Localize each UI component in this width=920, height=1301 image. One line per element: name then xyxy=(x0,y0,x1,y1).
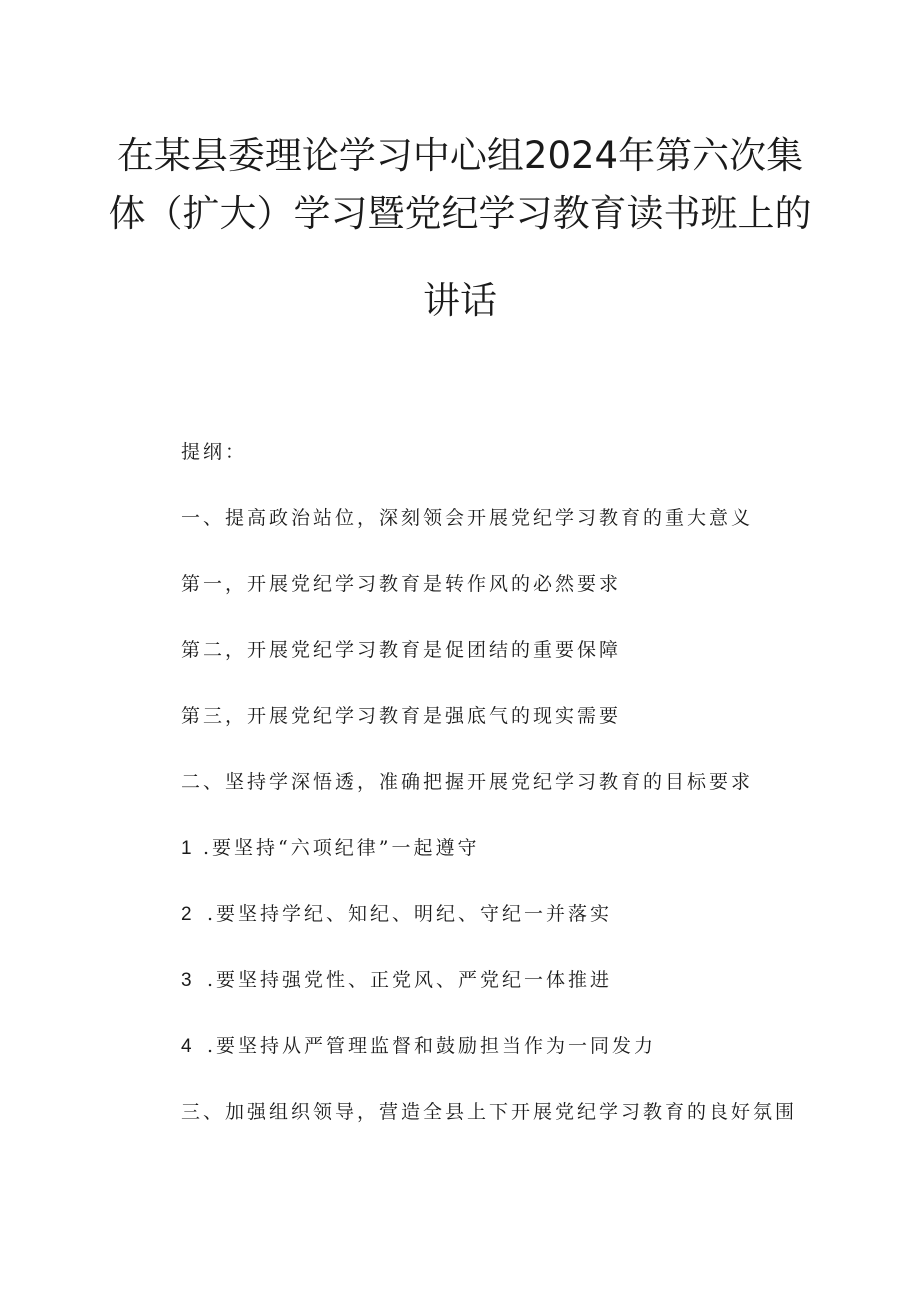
item-text: .要坚持学纪、知纪、明纪、守纪一并落实 xyxy=(207,903,613,925)
item-text: .要坚持“六项纪律”一起遵守 xyxy=(203,837,480,859)
title-line-3: 讲话 xyxy=(423,279,497,322)
item-text: .要坚持强党性、正党风、严党纪一体推进 xyxy=(207,969,613,991)
outline-item-2-2 xyxy=(181,902,612,927)
outline-item-2-4 xyxy=(181,1034,656,1059)
item-number: 4 xyxy=(181,1036,192,1057)
outline-item-2-1 xyxy=(181,836,479,861)
item-number: 2 xyxy=(181,904,192,925)
outline-label: 提纲： xyxy=(181,441,248,463)
section-heading-3: 三、加强组织领导，营造全县上下开展党纪学习教育的良好氛围 xyxy=(181,1101,798,1123)
section-heading-1: 一、提高政治站位，深刻领会开展党纪学习教育的重大意义 xyxy=(181,507,754,529)
title-line-2: 体（扩大）学习暨党纪学习教育读书班上的 xyxy=(108,192,812,235)
outline-item-1-3: 第三，开展党纪学习教育是强底气的现实需要 xyxy=(181,705,622,727)
item-text: .要坚持从严管理监督和鼓励担当作为一同发力 xyxy=(207,1035,657,1057)
outline-item-1-2: 第二，开展党纪学习教育是促团结的重要保障 xyxy=(181,639,622,661)
outline-item-1-1: 第一，开展党纪学习教育是转作风的必然要求 xyxy=(181,573,622,595)
item-number: 1 xyxy=(181,838,192,859)
title-line-1: 在某县委理论学习中心组2024年第六次集 xyxy=(116,134,804,177)
outline-item-2-3 xyxy=(181,968,612,993)
section-heading-2: 二、坚持学深悟透，准确把握开展党纪学习教育的目标要求 xyxy=(181,771,754,793)
item-number: 3 xyxy=(181,970,192,991)
